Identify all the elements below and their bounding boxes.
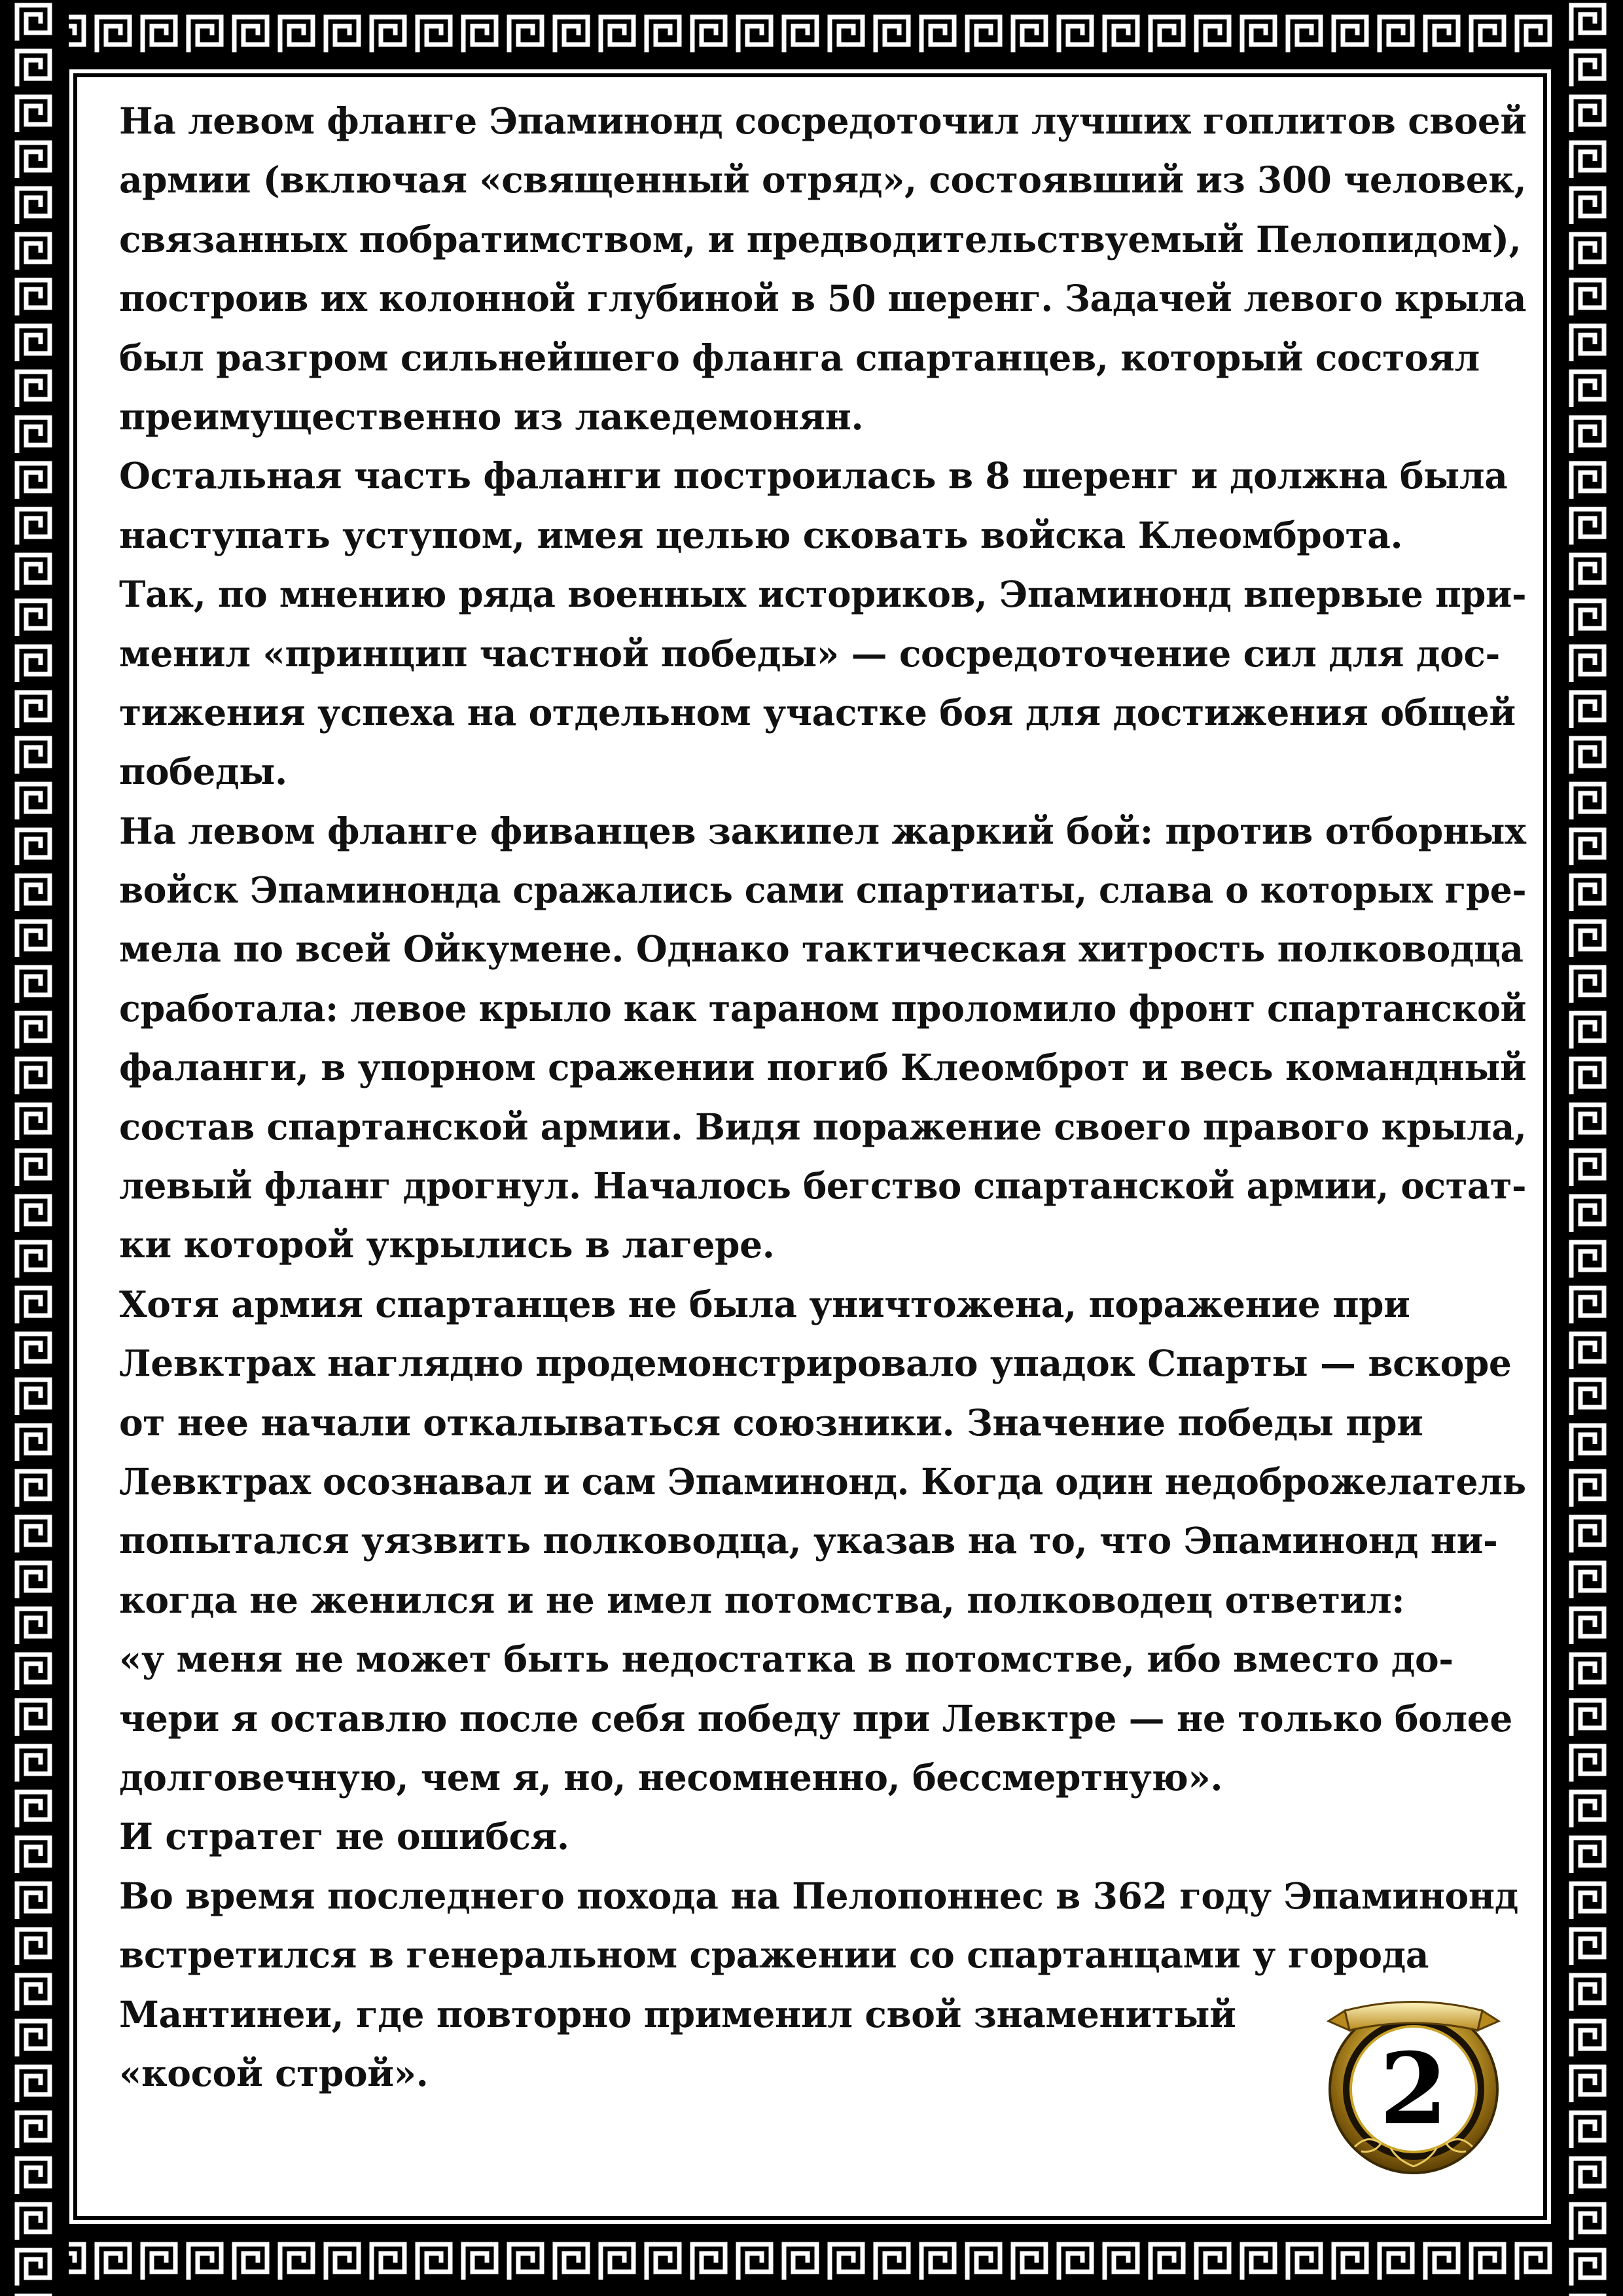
text-line: мела по всей Ойкумене. Однако тактическая хитрость полководца: [119, 927, 1524, 971]
page-number-medallion: [1315, 1983, 1512, 2179]
text-line: победы.: [119, 750, 287, 793]
text-line: построив их колонной глубиной в 50 шеренг. Задачей левого крыла: [119, 277, 1527, 320]
text-line: Левктрах наглядно продемонстрировало упадок Спарты — вскоре: [119, 1342, 1512, 1385]
text-line: был разгром сильнейшего фланга спартанцев, который состоял: [119, 336, 1480, 379]
body-text: [119, 92, 1533, 2103]
text-line: встретился в генеральном сражении со спартанцами у города: [119, 1933, 1429, 1977]
text-line: от нее начали откалываться союзники. Значение победы при: [119, 1401, 1423, 1444]
text-line: И стратег не ошибся.: [119, 1815, 569, 1858]
text-line: состав спартанской армии. Видя поражение своего правого крыла,: [119, 1105, 1527, 1148]
text-line: армии (включая «священный отряд», состоявший из 300 человек,: [119, 158, 1527, 202]
text-line: долговечную, чем я, но, несомненно, бессмертную».: [119, 1755, 1223, 1799]
text-line: Хотя армия спартанцев не была уничтожена, поражение при: [119, 1282, 1410, 1325]
text-line: связанных побратимством, и предводительствуемый Пелопидом),: [119, 217, 1522, 260]
page-number: 2: [1379, 2032, 1448, 2147]
greek-key-border-left: [0, 0, 69, 2296]
text-line: наступать уступом, имея целью сковать войска Клеомброта.: [119, 513, 1403, 556]
text-line: Во время последнего похода на Пелопоннес в 362 году Эпаминонд: [119, 1874, 1518, 1917]
text-line: ки которой укрылись в лагере.: [119, 1223, 775, 1266]
text-line: Так, по мнению ряда военных историков, Эпаминонд впервые при-: [119, 573, 1527, 616]
text-line: войск Эпаминонда сражались сами спартиаты, слава о которых гре-: [119, 869, 1527, 912]
greek-key-border-right: [1554, 0, 1623, 2296]
text-line: Левктрах осознавал и сам Эпаминонд. Когда один недоброжелатель: [119, 1460, 1526, 1503]
text-line: «косой строй».: [119, 2051, 429, 2094]
text-line: левый фланг дрогнул. Началось бегство спартанской армии, остат-: [119, 1164, 1527, 1208]
text-line: «у меня не может быть недостатка в потомстве, ибо вместо до-: [119, 1638, 1454, 1681]
text-line: тижения успеха на отдельном участке боя для достижения общей: [119, 691, 1516, 734]
text-line: Мантинеи, где повторно применил свой знаменитый: [119, 1992, 1236, 2036]
text-line: На левом фланге Эпаминонд сосредоточил лучших гоплитов своей: [119, 99, 1527, 142]
text-line: сработала: левое крыло как тараном проломило фронт спартанской: [119, 986, 1527, 1030]
text-line: Остальная часть фаланги построилась в 8 шеренг и должна была: [119, 454, 1508, 497]
text-line: чери я оставлю после себя победу при Левктре — не только более: [119, 1696, 1512, 1740]
greek-key-border-bottom: [0, 2227, 1623, 2296]
text-line: менил «принцип частной победы» — сосредоточение сил для дос-: [119, 632, 1500, 675]
greek-key-border-top: [0, 0, 1623, 69]
text-line: попытался уязвить полководца, указав на то, что Эпаминонд ни-: [119, 1519, 1498, 1562]
text-line: На левом фланге фиванцев закипел жаркий бой: против отборных: [119, 809, 1526, 852]
text-line: преимущественно из лакедемонян.: [119, 395, 864, 438]
text-line: фаланги, в упорном сражении погиб Клеомброт и весь командный: [119, 1046, 1527, 1089]
text-line: когда не женился и не имел потомства, полководец ответил:: [119, 1578, 1405, 1621]
text-panel: [98, 92, 1531, 2186]
